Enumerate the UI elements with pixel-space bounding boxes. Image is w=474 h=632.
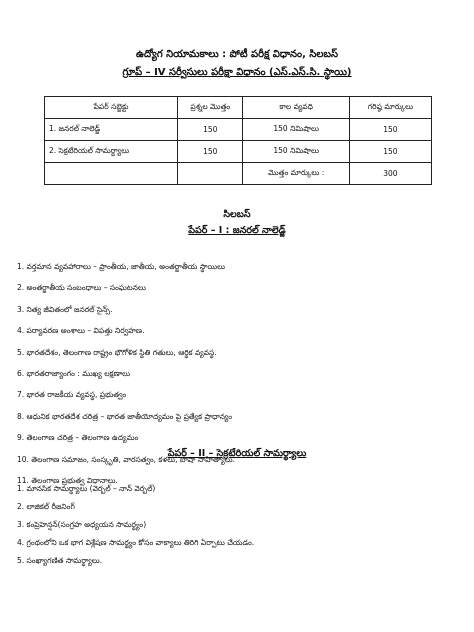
syllabus-title: సిలబస్ bbox=[223, 209, 251, 220]
list-item: 2. అంతర్జాతీయ సంబంధాలు – సంఘటనలు bbox=[17, 283, 146, 293]
paper-1-heading: పేపర్ – I : జనరల్ నాలెడ్జ్ bbox=[188, 225, 286, 236]
list-item: 9. తెలంగాణ చరిత్ర – తెలంగాణ ఉద్యమం bbox=[17, 433, 139, 443]
header-questions: ప్రశ్నల మొత్తం bbox=[178, 97, 243, 119]
cell-subject: 2. సెక్రటేరియల్ సామర్థ్యాలు bbox=[45, 141, 178, 163]
list-item: 10. తెలంగాణ సమాజం, సంస్కృతి, వారసత్వం, కళలు, బాషా సాహిత్యాలు. bbox=[17, 454, 235, 464]
list-item: 11. తెలంగాణ ప్రభుత్వ విధానాలు. bbox=[17, 475, 118, 485]
list-item: 1. మానసిక సామర్థ్యాలు (వెర్బల్ – నాన్ వెర్బల్) bbox=[17, 484, 156, 493]
document-subtitle: గ్రూప్ – IV సర్వీసులు పరీక్షా విధానం (ఎస్.ఎస్.సి. స్థాయి) bbox=[122, 67, 352, 78]
total-marks-value: 300 bbox=[349, 163, 431, 185]
cell-questions: 150 bbox=[178, 141, 243, 163]
cell-subject: 1. జనరల్ నాలెడ్జ్ bbox=[45, 119, 178, 141]
cell-empty bbox=[178, 163, 243, 185]
table-header-row bbox=[45, 97, 432, 119]
cell-marks: 150 bbox=[349, 119, 431, 141]
paper-2-topics bbox=[17, 482, 254, 572]
header-duration: కాల వ్యవధి bbox=[243, 97, 349, 119]
list-item: 2. లాజికల్ రీజనింగ్ bbox=[17, 502, 75, 511]
table-row bbox=[45, 119, 432, 141]
list-item: 3. కంప్రెహెన్షన్(సంగ్రహ అధ్యయన సామర్థ్యం) bbox=[17, 520, 147, 529]
list-item: 8. ఆధునిక భారతదేశ చరిత్ర – భారత జాతీయోద్యమం పై ప్రత్యేక ప్రాధాన్యం bbox=[17, 411, 233, 421]
list-item: 4. గ్రంథంలోని ఒక భాగ విశ్లేషణ సామర్థ్యం కోసం వాక్యాలు తిరిగి ఏర్పాటు చేయడం. bbox=[17, 538, 255, 547]
list-item: 5. సంఖ్యాగణిత సామర్థ్యాలు. bbox=[17, 556, 103, 565]
header-max-marks: గరిష్ఠ మార్కులు bbox=[349, 97, 431, 119]
cell-duration: 150 నిమిషాలు bbox=[243, 119, 349, 141]
list-item: 3. నిత్య జీవితంలో జనరల్ సైన్స్. bbox=[17, 304, 113, 314]
table-row bbox=[45, 141, 432, 163]
table-total-row bbox=[45, 163, 432, 185]
list-item: 5. భారతదేశం, తెలంగాణ రాష్ట్రం భౌగోళిక స్థితి గతులు, ఆర్థిక వ్యవస్థ. bbox=[17, 347, 217, 357]
cell-empty bbox=[45, 163, 178, 185]
cell-questions: 150 bbox=[178, 119, 243, 141]
list-item: 6. భారతరాజ్యాంగం : ముఖ్య లక్షణాలు bbox=[17, 368, 131, 378]
list-item: 1. వర్తమాన వ్యవహారాలు – ప్రాంతీయ, జాతీయ, అంతర్జాతీయ స్థాయిలు bbox=[17, 262, 226, 271]
cell-duration: 150 నిమిషాలు bbox=[243, 141, 349, 163]
cell-marks: 150 bbox=[349, 141, 431, 163]
header-paper-subject: పేపర్ సబ్జెక్టు bbox=[45, 97, 178, 119]
list-item: 7. భారత రాజకీయ వ్యవస్థ, ప్రభుత్వం bbox=[17, 390, 127, 400]
paper-2-heading: పేపర్ – II – సెక్రటేరియల్ సామర్థ్యాలు bbox=[167, 448, 307, 459]
document-title: ఉద్యోగ నియామకాలు : పోటీ పరీక్ష విధానం, సిలబస్ bbox=[135, 49, 338, 60]
exam-pattern-table bbox=[44, 96, 432, 185]
list-item: 4. పర్యావరణ అంశాలు – విపత్తు నిర్వహణ. bbox=[17, 326, 145, 336]
total-marks-label: మొత్తం మార్కులు : bbox=[243, 163, 349, 185]
